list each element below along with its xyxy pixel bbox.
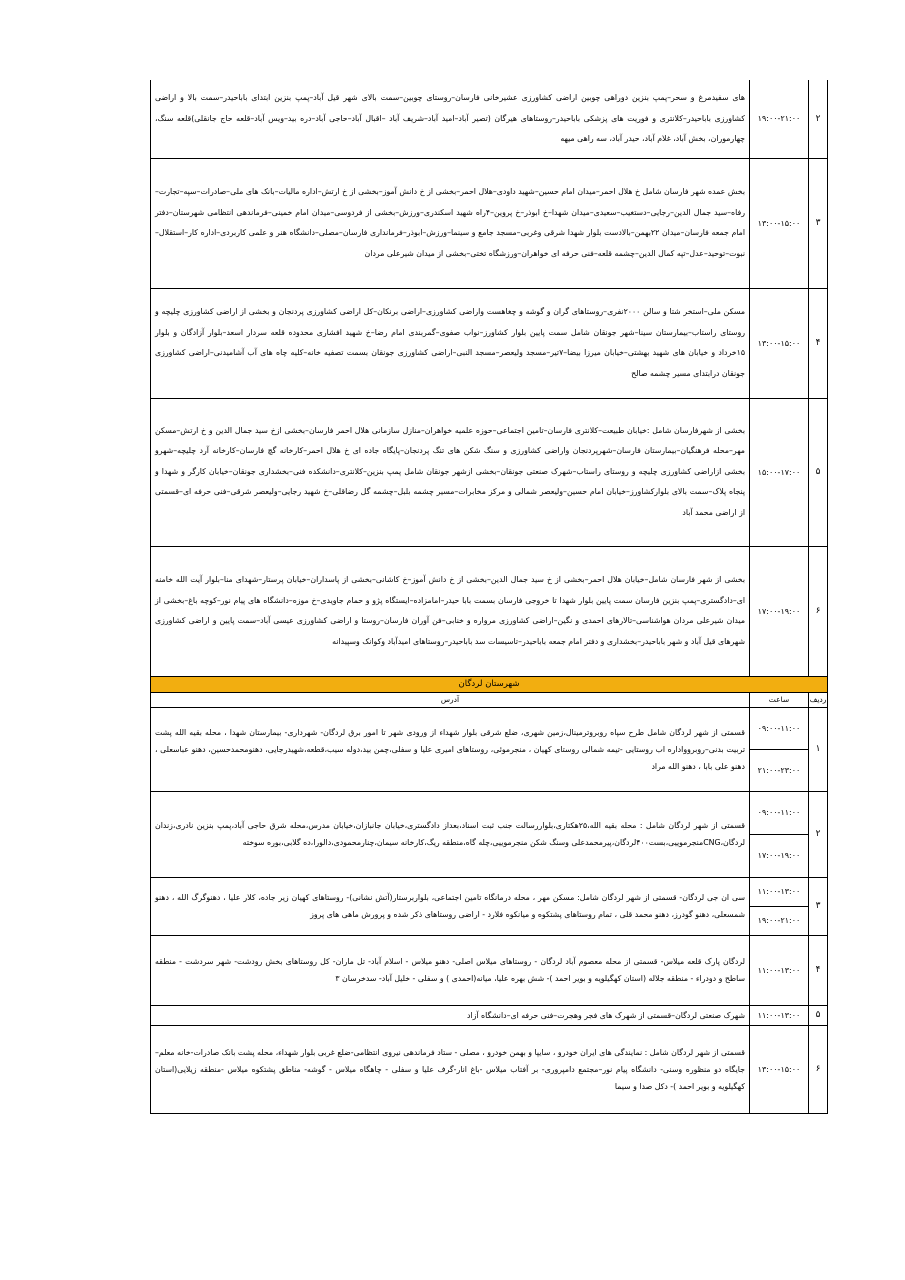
row-number: ۳ <box>809 158 828 288</box>
address-text: شهرک صنعتی لردگان–قسمتی از شهرک های فجر وهجرت–فنی حرفه ای–دانشگاه آزاد <box>151 1005 750 1025</box>
row-number: ۴ <box>809 935 828 1005</box>
header-address: آدرس <box>151 692 750 707</box>
address-text: های سفیدمرغ و سحر–پمپ بنزین دوراهی چوبین اراضی کشاورزی عشیرخانی فارسان–روستای چوبین–سمت بالای شهر قیل آباد–پمپ بنزین ابتدای باباحیدر–سمت بالا و اراضی کشاورزی باباحیدر–کلانتری و فوریت های پزشکی باباحیدر–روستاهای هیرگان (تصیر آباد–امید آباد–شریف آباد –اقبال آباد–حاجی آباد–دره بید–ویس آباد–قلعه حاج جانقلی)قلعه سنگ، چهارموران، بخش آباد، غلام آباد، حیدر آباد، سه راهی میهه <box>151 80 750 158</box>
row-number: ۳ <box>809 877 828 935</box>
time-range: ۱۹:۰۰-۲۱:۰۰ <box>757 915 801 925</box>
time-range-cell <box>750 791 809 877</box>
address-text: بخش عمده شهر فارسان شامل خ هلال احمر–میدان امام حسین–شهید داودی–هلال احمر–بخشی از خ دانش آموز–بخشی از خ ارتش–اداره مالیات–بانک های ملی–صادرات–سپه–تجارت–رفاه–سید جمال الدین–رجایی–دستغیب–سعیدی–میدان شهدا–خ ابوذر–خ پروین–۴راه شهید اسکندری–ورزش–بخشی از فردوسی–میدان امام خمینی–فرماندهی انتظامی شهرستان–دفتر امام جمعه فارسان–میدان ۲۲بهمن–بالادست بلوار شهدا شرقی وغربی–مسجد جامع و سینما–ورزش–ابوذر–فرمانداری فارسان–مصلی–دانشگاه هنر و علمی کاربردی–اداره کار–استقلال–نبوت–توحید–عدل–تپه کمال الدین–چشمه قلعه–فنی حرفه ای خواهران–ورزشگاه تختی–بخشی از میدان شیرعلی مردان <box>151 158 750 288</box>
table-row <box>151 1005 828 1025</box>
time-range: ۱۷:۰۰-۱۹:۰۰ <box>757 850 801 860</box>
time-range: ۰۹:۰۰-۱۱:۰۰ <box>750 708 808 750</box>
address-text: بخشی از شهر فارسان شامل–خیابان هلال احمر–بخشی از خ سید جمال الدین–بخشی از خ دانش آموز–خ کاشانی–بخشی از پاسداران–خیابان پرستار–شهدای منا–بلوار آیت الله خامنه ای–دادگستری–پمپ بنزین فارسان سمت پایین بلوار شهدا تا خروجی فارسان بسمت بابا حیدر–امامزاده–ایستگاه پژو و حمام جاویدی–خ موزه–دانشگاه های پیام نور–کوچه باغ–بخشی از میدان شیرعلی مردان هواشناسی–تالارهای احمدی و نگین–اراضی کشاورزی مرواره و خنابی–فن آوران فارسان–روستا و اراضی کشاورزی عیسی آباد–سمت پایین و اراضی کشاورزی شهرهای قیل آباد و شهر باباحیدر–بخشداری و دفتر امام جمعه باباحیدر–تاسیسات سد باباحیدر–روستاهای امیدآباد وکوانک وسپیدانه <box>151 546 750 676</box>
address-text: قسمتی از شهر لردگان شامل : نمایندگی های ایران خودرو ، سایپا و بهمن خودرو ، مصلی - ستاد فرماندهی نیروی انتظامی-ضلع غربی بلوار شهداء، محله پشت بانک صادرات-خانه معلم–جایگاه دو منظوره وسنی- دانشگاه پیام نور–مجتمع دامپروری- بر آفتاب میلاس -باغ انار-گرف علیا و سفلی - چاهگاه میلاس - گوشه- مناطق پشتکوه میلاس -منطقه زیلایی(استان کهگیلویه و بویر احمد )- دکل صدا و سیما <box>151 1025 750 1113</box>
table-row <box>151 80 828 158</box>
table-row <box>151 158 828 288</box>
time-range: ۲۱:۰۰-۲۳:۰۰ <box>757 765 801 775</box>
address-text: بخشی از شهرفارسان شامل :خیابان طبیعت–کلانتری فارسان–تامین اجتماعی–حوزه علمیه خواهران–منازل سازمانی هلال احمر فارسان–بخشی ازخ سید جمال الدین و خ ارتش–مسکن مهر–محله فرهنگیان–بیمارستان فارسان–شهرپردنجان واراضی کشاورزی و سنگ شکن های تنگ پردنجان–پایگاه جاده ای خ هلال احمر–کارخانه گچ فارسان–کارخانه آرد چلیچه–شهرو بخشی ازاراضی کشاورزی چلیچه و روستای راستاب–شهرک صنعتی جونقان–بخشی ازشهر جونقان شامل پمپ بنزین–کلانتری–دانشکده فنی–بخشداری جونقان–خیابان کارگر و شهدا و پنجاه پلاک–سمت بالای بلوارکشاورز–خیابان امام حسین–ولیعصر شمالی و مرکز مخابرات–مسیر چشمه بلبل–چشمه گل رضاقلی–خ شهید رجایی–ولیعصر شرقی–فنی حرفه ای–قسمتی از اراضی محمد آباد <box>151 398 750 546</box>
time-range: ۱۵:۰۰-۱۷:۰۰ <box>750 398 809 546</box>
address-text: قسمتی از شهر لردگان شامل طرح سپاه روبروترمینال،زمین شهری، ضلع شرقی بلوار شهداء از ورودی شهر تا امور برق لردگان- شهرداری- بیمارستان شهدا ، محله بقیه الله پشت تربیت بدنی–روبروواداره اب روستایی -تیمه شمالی روستای کهیان ، منجرموئی، روستاهای امیری علیا و سفلی،چمن بید،دوله سیب،قطعه،شهیدرجایی، دهنومحمدحسین، دهنو عباسعلی ، دهنو علی بابا ، دهنو الله مراد <box>151 707 750 791</box>
table-row <box>151 288 828 398</box>
row-number: ۵ <box>809 1005 828 1025</box>
city-header-row <box>151 676 828 692</box>
row-number: ۶ <box>809 546 828 676</box>
time-range: ۱۱:۰۰-۱۳:۰۰ <box>750 935 809 1005</box>
address-text: قسمتی از شهر لردگان شامل : محله بقیه الله،۲۵هکتاری،بلواررسالت جنب ثبت اسناد،بعداز دادگستری،خیابان جانبازان،خیابان مدرس،محله شرق حاجی آباد،پمپ بنزین نادری،زندان لردگان،CNGمنجرموییی،بست۴۰۰لردگان،پیرمحمدعلی وسنگ شکن منجرموییی،چله گاه،منطقه ریگ،کارخانه سیمان،چنارمحمودی،دالورا،ده گلابی،بوره سوخته <box>151 791 750 877</box>
row-number: ۲ <box>809 80 828 158</box>
address-text: مسکن ملی–استخر شتا و سالن ۲۰۰۰نفری–روستاهای گران و گوشه و چغاهست واراضی کشاورزی–اراضی برنکان–کل اراضی کشاورزی پردنجان و بخشی از اراضی کشاورزی چلیچه و روستای راستاب–بیمارستان سینا–شهر جونقان شامل سمت پایین بلوار کشاورز–نواب صفوی–گمربندی امام رضا–خ شهید افشاری محدوده قلعه سردار اسعد–بلوار آزادگان و بلوار ۱۵خرداد و خیابان های شهید بهشتی–خیابان میرزا بیضا–۷تیر–مسجد ولیعصر–مسجد النبی–اراضی کشاورزی جونقان بسمت تصفیه خانه–کلیه چاه های آب آشامیدنی–اراضی کشاورزی جونقان درابتدای مسیر چشمه صالح <box>151 288 750 398</box>
table-row <box>151 707 828 791</box>
time-range-cell <box>750 877 809 935</box>
time-range: ۱۹:۰۰-۲۱:۰۰ <box>750 80 809 158</box>
address-text: لردگان پارک قلعه میلاس- قسمتی از محله معصوم آباد لردگان - روستاهای میلاس اصلی- دهنو میلاس - اسلام آباد- تل ماران- کل روستاهای بخش رودشت- شهر سردشت - منطقه ساطح و دودراء - منطقه جلاله (استان کهگیلویه و بویر احمد )- شش بهره علیا، میانه(احمدی ) و سفلی - خلیل آباد- سدخرسان ۳ <box>151 935 750 1005</box>
row-number: ۶ <box>809 1025 828 1113</box>
table-row <box>151 398 828 546</box>
header-time: ساعت <box>750 692 809 707</box>
time-range: ۱۳:۰۰-۱۵:۰۰ <box>750 1025 809 1113</box>
time-range: ۰۹:۰۰-۱۱:۰۰ <box>750 792 808 835</box>
schedule-table <box>150 80 828 1114</box>
header-row-number: ردیف <box>809 692 828 707</box>
column-header-row <box>151 692 828 707</box>
table-row <box>151 1025 828 1113</box>
row-number: ۲ <box>809 791 828 877</box>
row-number: ۴ <box>809 288 828 398</box>
time-range: ۱۳:۰۰-۱۵:۰۰ <box>750 158 809 288</box>
row-number: ۵ <box>809 398 828 546</box>
time-range-cell <box>750 707 809 791</box>
time-range: ۱۱:۰۰-۱۳:۰۰ <box>750 878 808 907</box>
address-text: سی ان جی لردگان- قسمتی از شهر لردگان شامل: مسکن مهر ، محله درمانگاه تامین اجتماعی، بلواربرستار(آتش نشانی)- روستاهای کهیان زیر جاده، کلار علیا ، دهنوگرگ الله ، دهنو شمسعلی، دهنو گودرز، دهنو محمد قلی ، تمام روستاهای پشتکوه و میانکوه فلارد - اراضی روستاهای ذکر شده و پرورش ماهی های پروز <box>151 877 750 935</box>
row-number: ۱ <box>809 707 828 791</box>
city-title: شهرستان لردگان <box>151 676 828 692</box>
table-row <box>151 791 828 877</box>
table-row <box>151 877 828 935</box>
time-range: ۱۱:۰۰-۱۳:۰۰ <box>750 1005 809 1025</box>
power-outage-schedule <box>150 80 828 1114</box>
table-row <box>151 546 828 676</box>
table-row <box>151 935 828 1005</box>
time-range: ۱۷:۰۰-۱۹:۰۰ <box>750 546 809 676</box>
time-range: ۱۳:۰۰-۱۵:۰۰ <box>750 288 809 398</box>
